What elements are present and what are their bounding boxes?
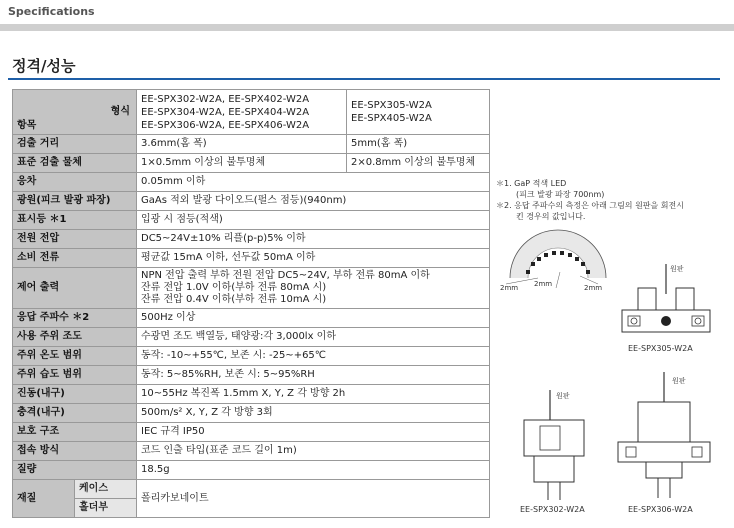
table-row [13, 192, 490, 211]
row-value-b: 5mm(홈 폭) [347, 135, 490, 154]
caption-305: EE-SPX305-W2A [628, 344, 693, 353]
row-label: 광원(피크 발광 파장) [13, 192, 137, 211]
table-row [13, 249, 490, 268]
sensor-305-drawing [618, 264, 718, 340]
note-2-detail: 킨 경우의 값입니다. [516, 212, 586, 221]
row-value: 입광 시 점등(적색) [137, 211, 490, 230]
table-row [13, 211, 490, 230]
row-value: 0.05mm 이하 [137, 173, 490, 192]
spec-table-body [13, 90, 490, 518]
sensor-302-drawing [520, 390, 600, 510]
title-underline [8, 78, 720, 80]
page-title: 정격/성능 [12, 57, 76, 75]
row-value: 수광면 조도 백열등, 태양광:각 3,000lx 이하 [137, 328, 490, 347]
spec-table [12, 89, 490, 518]
row-label: 사용 주위 조도 [13, 328, 137, 347]
dim-label-3: 2mm [584, 284, 603, 292]
caption-306: EE-SPX306-W2A [628, 505, 693, 514]
section-title: Specifications [8, 5, 95, 18]
caption-302: EE-SPX302-W2A [520, 505, 585, 514]
note-2: ＊2. 응답 주파수의 측정은 아래 그림의 원판을 회전시 [496, 201, 684, 210]
row-label: 질량 [13, 461, 137, 480]
row-label: 충격(내구) [13, 404, 137, 423]
row-value: 18.5g [137, 461, 490, 480]
row-label: 응차 [13, 173, 137, 192]
models-b-text: EE-SPX305-W2A EE-SPX405-W2A [351, 100, 432, 124]
models-a-text: EE-SPX302-W2A, EE-SPX402-W2A EE-SPX304-W2A, EE-SPX404-W2A EE-SPX306-W2A, EE-SPX406-W2A [141, 93, 310, 131]
table-row [13, 442, 490, 461]
row-label: 표시등 ＊1 [13, 211, 137, 230]
table-row [13, 404, 490, 423]
table-row [13, 309, 490, 328]
row-label: 주위 습도 범위 [13, 366, 137, 385]
row-value-b: 2×0.8mm 이상의 불투명체 [347, 154, 490, 173]
table-row [13, 230, 490, 249]
source-label-306: 원판 [672, 377, 686, 385]
row-value: NPN 전압 출력 부하 전원 전압 DC5~24V, 부하 전류 80mA 이하 잔류 전압 1.0V 이하(부하 전류 80mA 시) 잔류 전압 0.4V 이하(부하 전류 10mA 시) [137, 268, 490, 309]
source-label-305: 원판 [670, 265, 684, 273]
source-label-302: 원판 [556, 392, 570, 400]
table-row [13, 347, 490, 366]
note-1-detail: (피크 발광 파장 700nm) [516, 190, 605, 199]
table-row [13, 328, 490, 347]
models-a [137, 90, 347, 135]
row-value: GaAs 적외 발광 다이오드(펄스 점등)(940nm) [137, 192, 490, 211]
note-1: ＊1. GaP 적색 LED [496, 179, 567, 188]
material-value: 폴리카보네이트 [137, 480, 490, 518]
material-label: 재질 [13, 480, 75, 518]
row-value: 평균값 15mA 이하, 선두값 50mA 이하 [137, 249, 490, 268]
row-label: 보호 구조 [13, 423, 137, 442]
row-value: DC5~24V±10% 리플(p-p)5% 이하 [137, 230, 490, 249]
sensor-306-drawing [612, 372, 716, 502]
row-value-a: 1×0.5mm 이상의 불투명체 [137, 154, 347, 173]
section-header [0, 0, 734, 32]
row-label: 표준 검출 물체 [13, 154, 137, 173]
table-row [13, 135, 490, 154]
footnotes [496, 178, 728, 222]
table-row [13, 173, 490, 192]
row-label: 제어 출력 [13, 268, 137, 309]
section-divider [0, 24, 734, 31]
row-label: 전원 전압 [13, 230, 137, 249]
material-sub-case: 케이스 [75, 480, 137, 499]
header-type-label: 형식 [110, 106, 130, 117]
header-item-label: 항목 [17, 120, 37, 131]
table-header-row [13, 90, 490, 135]
table-row [13, 480, 490, 499]
row-label: 진동(내구) [13, 385, 137, 404]
row-value: 500m/s² X, Y, Z 각 방향 3회 [137, 404, 490, 423]
header-corner-cell [13, 90, 136, 134]
header-corner [13, 90, 137, 135]
row-value: IEC 규격 IP50 [137, 423, 490, 442]
dim-label-2: 2mm [534, 280, 553, 288]
row-label: 접속 방식 [13, 442, 137, 461]
table-row [13, 366, 490, 385]
models-b [347, 90, 490, 135]
dim-label-1: 2mm [500, 284, 519, 292]
row-value: 코드 인출 타입(표준 코드 길이 1m) [137, 442, 490, 461]
table-row [13, 154, 490, 173]
row-value-a: 3.6mm(홈 폭) [137, 135, 347, 154]
table-row [13, 423, 490, 442]
table-row [13, 461, 490, 480]
material-sub-holder: 홀더부 [75, 499, 137, 518]
row-value: 500Hz 이상 [137, 309, 490, 328]
row-label: 검출 거리 [13, 135, 137, 154]
row-value: 10~55Hz 복진폭 1.5mm X, Y, Z 각 방향 2h [137, 385, 490, 404]
row-label: 소비 전류 [13, 249, 137, 268]
table-row [13, 385, 490, 404]
row-label: 주위 온도 범위 [13, 347, 137, 366]
row-label: 응답 주파수 ＊2 [13, 309, 137, 328]
row-value: 동작: -10~+55℃, 보존 시: -25~+65℃ [137, 347, 490, 366]
row-value: 동작: 5~85%RH, 보존 시: 5~95%RH [137, 366, 490, 385]
table-row [13, 268, 490, 309]
